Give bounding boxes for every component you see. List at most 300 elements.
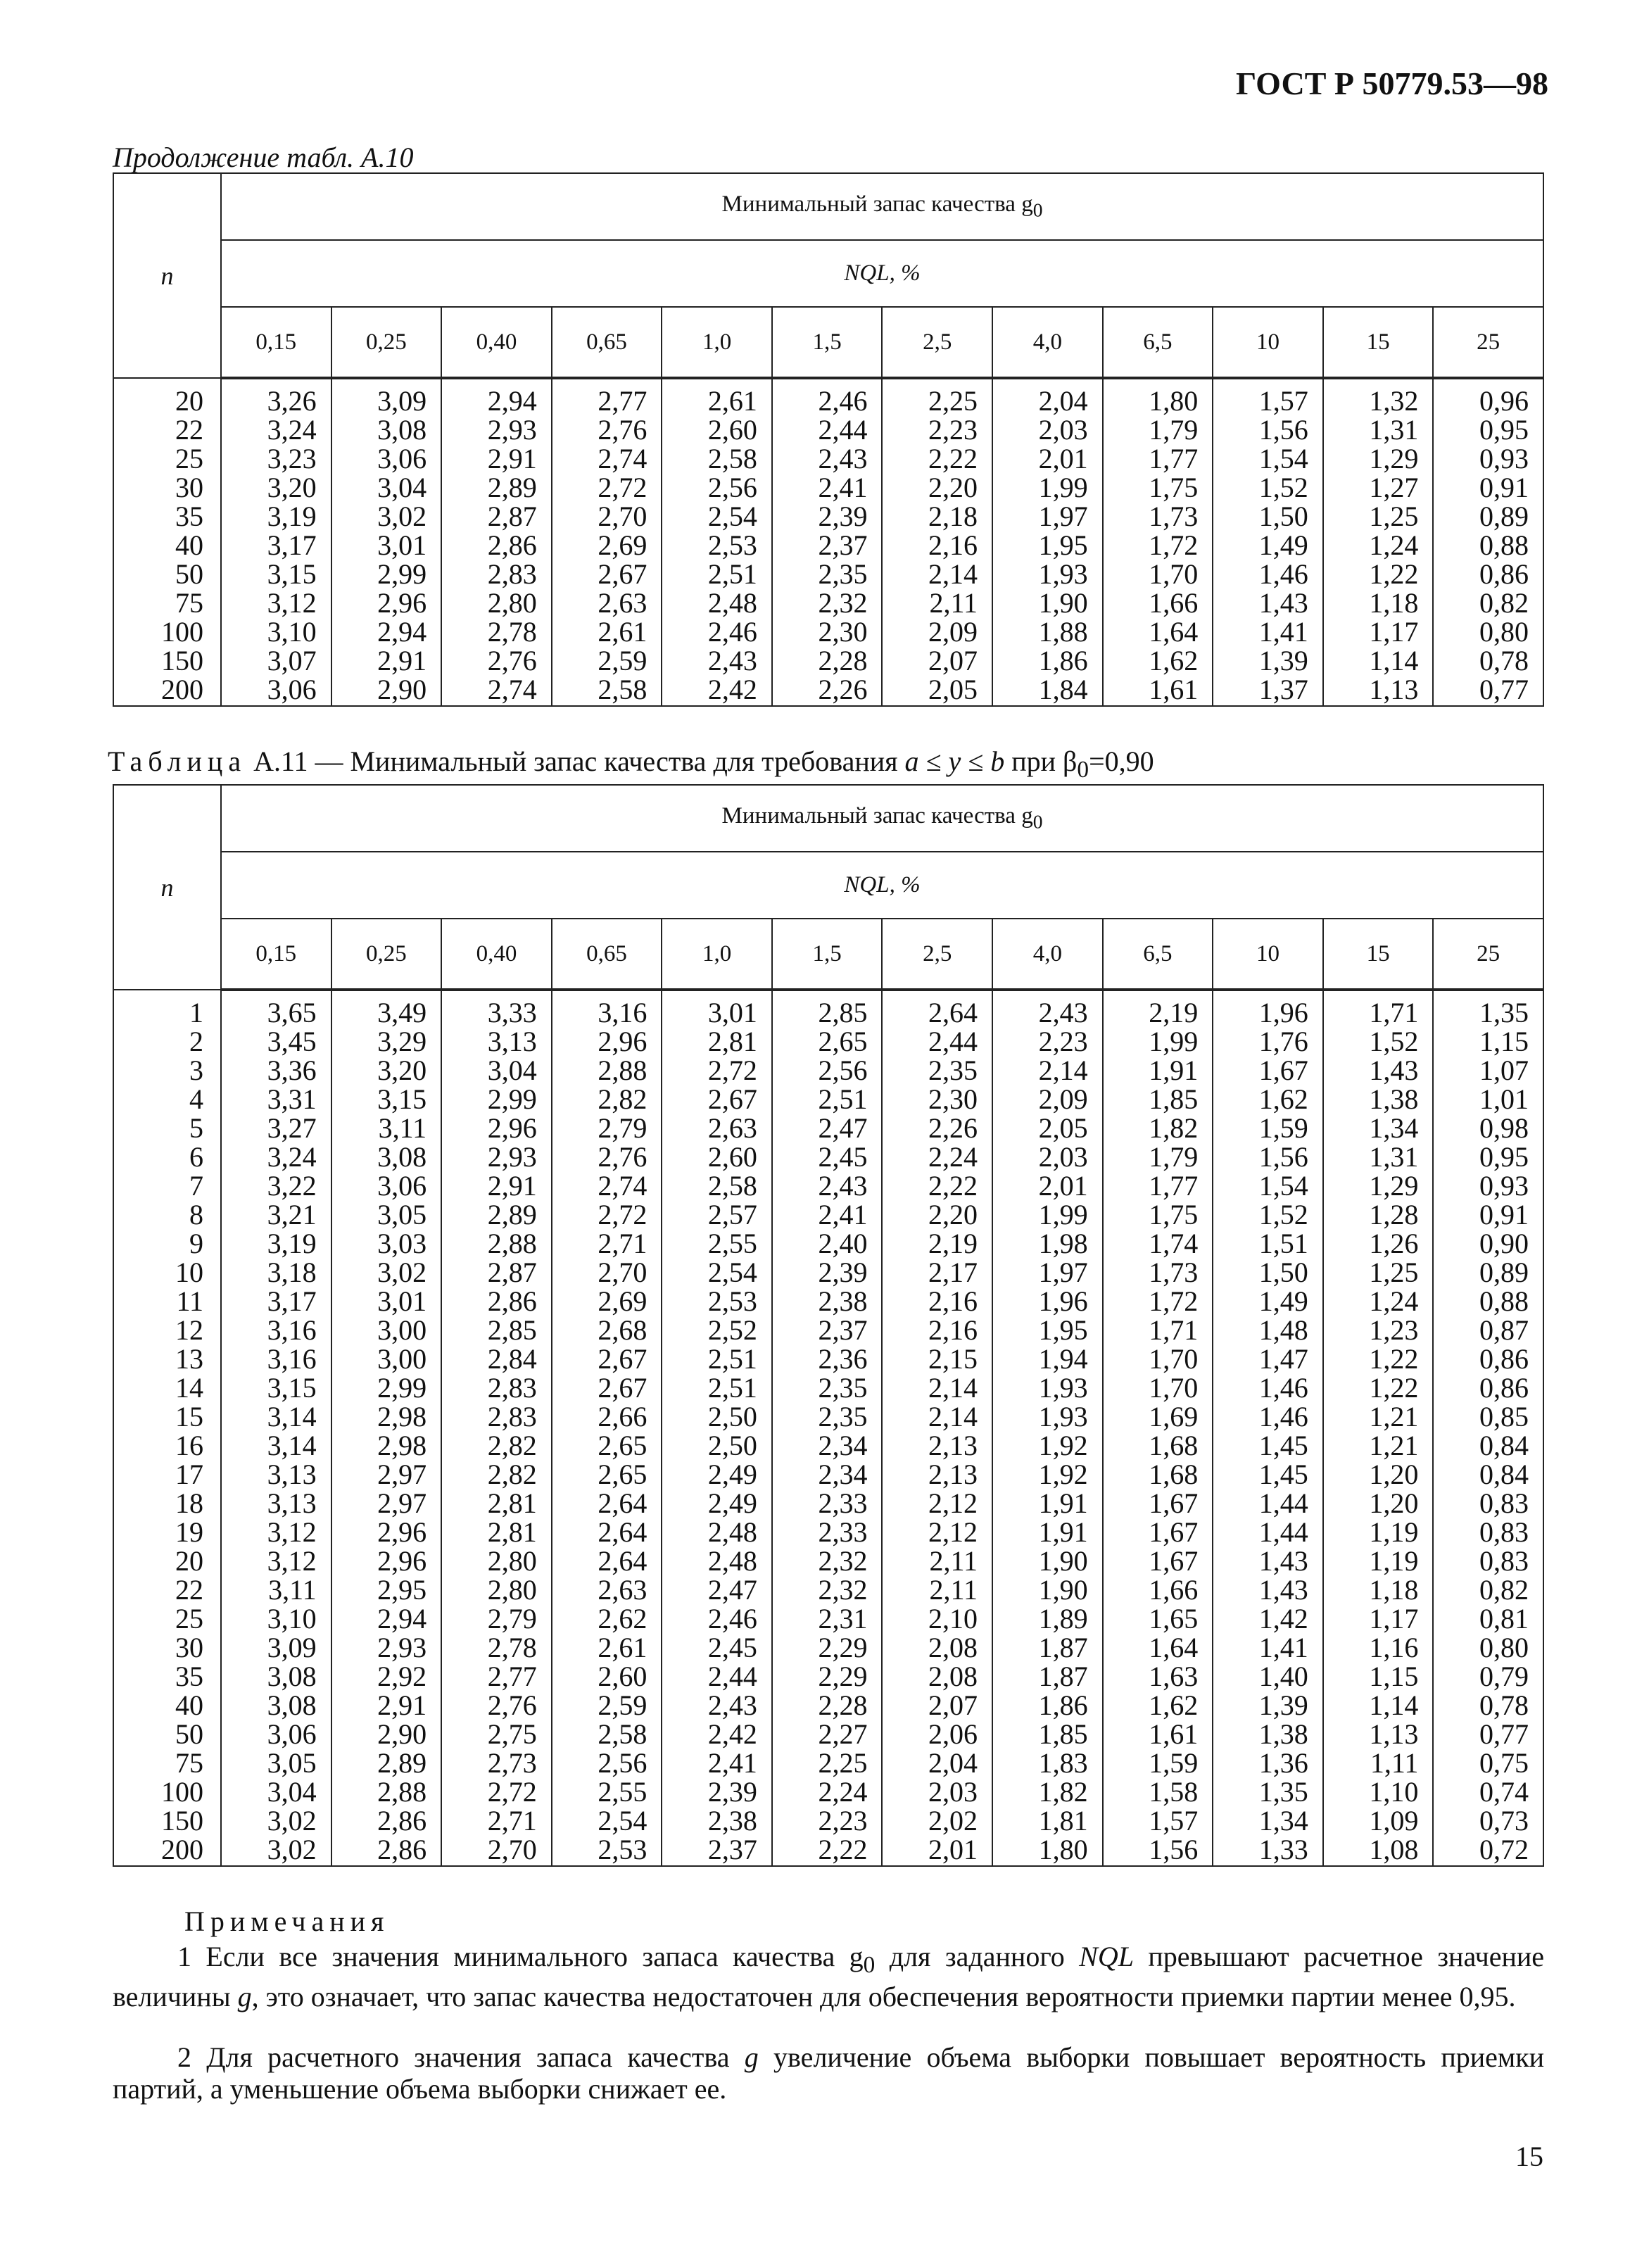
value-cell: 2,31 [772, 1604, 883, 1633]
value-cell: 2,42 [662, 1720, 772, 1749]
value-cell: 2,98 [331, 1431, 442, 1460]
column-header: 0,25 [331, 307, 442, 378]
value-cell: 1,73 [1103, 1258, 1213, 1287]
value-cell: 2,20 [882, 473, 992, 502]
table-row [113, 1316, 1543, 1344]
value-cell: 1,82 [992, 1777, 1103, 1806]
value-cell: 1,59 [1103, 1749, 1213, 1777]
value-cell: 2,63 [662, 1114, 772, 1142]
value-cell: 1,18 [1323, 1575, 1434, 1604]
value-cell: 1,54 [1213, 1171, 1323, 1200]
value-cell: 2,15 [882, 1344, 992, 1373]
value-cell: 2,01 [882, 1835, 992, 1866]
table-row [113, 1431, 1543, 1460]
value-cell: 1,90 [992, 1575, 1103, 1604]
value-cell: 3,31 [221, 1085, 331, 1114]
value-cell: 1,86 [992, 1691, 1103, 1720]
row-n-cell: 35 [113, 1662, 221, 1691]
row-n-cell: 150 [113, 1806, 221, 1835]
value-cell: 3,12 [221, 1518, 331, 1546]
value-cell: 2,65 [552, 1460, 662, 1489]
value-cell: 1,54 [1213, 444, 1323, 473]
value-cell: 3,29 [331, 1027, 442, 1056]
table-row [113, 444, 1543, 473]
value-cell: 1,51 [1213, 1229, 1323, 1258]
value-cell: 1,41 [1213, 617, 1323, 646]
value-cell: 2,16 [882, 1287, 992, 1316]
value-cell: 1,22 [1323, 1344, 1434, 1373]
value-cell: 2,27 [772, 1720, 883, 1749]
value-cell: 2,72 [662, 1056, 772, 1085]
value-cell: 2,44 [772, 415, 883, 444]
value-cell: 3,24 [221, 1142, 331, 1171]
value-cell: 2,74 [552, 1171, 662, 1200]
value-cell: 1,25 [1323, 1258, 1434, 1287]
value-cell: 1,61 [1103, 1720, 1213, 1749]
column-header: 0,40 [441, 307, 552, 378]
value-cell: 2,81 [441, 1489, 552, 1518]
value-cell: 1,70 [1103, 1373, 1213, 1402]
value-cell: 0,82 [1433, 1575, 1543, 1604]
value-cell: 1,52 [1213, 1200, 1323, 1229]
value-cell: 1,85 [1103, 1085, 1213, 1114]
row-n-cell: 22 [113, 415, 221, 444]
value-cell: 1,24 [1323, 531, 1434, 560]
value-cell: 3,01 [662, 990, 772, 1027]
value-cell: 3,13 [221, 1460, 331, 1489]
value-cell: 1,39 [1213, 646, 1323, 675]
value-cell: 2,54 [662, 1258, 772, 1287]
value-cell: 3,10 [221, 617, 331, 646]
value-cell: 2,52 [662, 1316, 772, 1344]
value-cell: 0,83 [1433, 1518, 1543, 1546]
value-cell: 2,91 [331, 1691, 442, 1720]
value-cell: 1,97 [992, 1258, 1103, 1287]
value-cell: 1,95 [992, 1316, 1103, 1344]
value-cell: 0,72 [1433, 1835, 1543, 1866]
column-header: 6,5 [1103, 307, 1213, 378]
value-cell: 2,05 [882, 675, 992, 706]
group-header: Минимальный запас качества $g_0$ [221, 173, 1543, 240]
value-cell: 1,20 [1323, 1460, 1434, 1489]
value-cell: 2,01 [992, 1171, 1103, 1200]
table-row [113, 1229, 1543, 1258]
column-header: 15 [1323, 919, 1434, 990]
value-cell: 2,51 [662, 1344, 772, 1373]
value-cell: 2,97 [331, 1489, 442, 1518]
table-row [113, 1085, 1543, 1114]
value-cell: 3,13 [441, 1027, 552, 1056]
value-cell: 3,09 [221, 1633, 331, 1662]
value-cell: 2,43 [772, 1171, 883, 1200]
value-cell: 2,14 [882, 560, 992, 588]
value-cell: 0,73 [1433, 1806, 1543, 1835]
value-cell: 2,98 [331, 1402, 442, 1431]
value-cell: 2,12 [882, 1489, 992, 1518]
table-row [113, 1604, 1543, 1633]
row-n-cell: 19 [113, 1518, 221, 1546]
row-n-cell: 40 [113, 1691, 221, 1720]
value-cell: 1,50 [1213, 502, 1323, 531]
value-cell: 1,21 [1323, 1402, 1434, 1431]
value-cell: 2,55 [662, 1229, 772, 1258]
value-cell: 2,62 [552, 1604, 662, 1633]
value-cell: 0,75 [1433, 1749, 1543, 1777]
value-cell: 1,18 [1323, 588, 1434, 617]
value-cell: 2,11 [882, 588, 992, 617]
table-row [113, 560, 1543, 588]
table-row [113, 1027, 1543, 1056]
value-cell: 2,90 [331, 1720, 442, 1749]
value-cell: 2,71 [552, 1229, 662, 1258]
value-cell: 2,91 [441, 1171, 552, 1200]
value-cell: 1,86 [992, 646, 1103, 675]
value-cell: 2,41 [772, 473, 883, 502]
row-n-cell: 75 [113, 1749, 221, 1777]
value-cell: 3,01 [331, 531, 442, 560]
value-cell: 3,17 [221, 531, 331, 560]
value-cell: 2,28 [772, 646, 883, 675]
value-cell: 1,70 [1103, 1344, 1213, 1373]
value-cell: 1,70 [1103, 560, 1213, 588]
value-cell: 2,25 [772, 1749, 883, 1777]
value-cell: 1,56 [1103, 1835, 1213, 1866]
value-cell: 2,37 [662, 1835, 772, 1866]
value-cell: 2,88 [552, 1056, 662, 1085]
table-a11-body [113, 990, 1543, 1866]
value-cell: 0,83 [1433, 1489, 1543, 1518]
value-cell: 2,51 [772, 1085, 883, 1114]
value-cell: 1,37 [1213, 675, 1323, 706]
value-cell: 2,88 [441, 1229, 552, 1258]
value-cell: 2,65 [772, 1027, 883, 1056]
value-cell: 2,86 [441, 1287, 552, 1316]
row-n-cell: 100 [113, 617, 221, 646]
value-cell: 2,35 [882, 1056, 992, 1085]
value-cell: 1,52 [1323, 1027, 1434, 1056]
table-row [113, 473, 1543, 502]
value-cell: 2,64 [552, 1518, 662, 1546]
value-cell: 3,06 [331, 1171, 442, 1200]
value-cell: 3,04 [221, 1777, 331, 1806]
value-cell: 1,62 [1103, 1691, 1213, 1720]
value-cell: 0,93 [1433, 444, 1543, 473]
value-cell: 2,49 [662, 1460, 772, 1489]
value-cell: 3,20 [221, 473, 331, 502]
value-cell: 0,85 [1433, 1402, 1543, 1431]
value-cell: 2,22 [772, 1835, 883, 1866]
row-n-cell: 16 [113, 1431, 221, 1460]
value-cell: 2,70 [441, 1835, 552, 1866]
value-cell: 2,14 [882, 1373, 992, 1402]
value-cell: 2,53 [552, 1835, 662, 1866]
value-cell: 1,91 [1103, 1056, 1213, 1085]
value-cell: 1,61 [1103, 675, 1213, 706]
value-cell: 2,97 [331, 1460, 442, 1489]
value-cell: 2,95 [331, 1575, 442, 1604]
value-cell: 0,78 [1433, 1691, 1543, 1720]
value-cell: 2,51 [662, 1373, 772, 1402]
table-a10-body [113, 378, 1543, 706]
value-cell: 2,89 [331, 1749, 442, 1777]
table-row [113, 1171, 1543, 1200]
value-cell: 2,72 [552, 473, 662, 502]
row-n-cell: 6 [113, 1142, 221, 1171]
value-cell: 3,10 [221, 1604, 331, 1633]
value-cell: 2,74 [441, 675, 552, 706]
value-cell: 2,59 [552, 646, 662, 675]
value-cell: 2,58 [552, 675, 662, 706]
value-cell: 3,00 [331, 1344, 442, 1373]
value-cell: 3,36 [221, 1056, 331, 1085]
value-cell: 2,44 [662, 1662, 772, 1691]
value-cell: 1,72 [1103, 531, 1213, 560]
table-row [113, 1749, 1543, 1777]
value-cell: 3,12 [221, 1546, 331, 1575]
table-row [113, 1518, 1543, 1546]
value-cell: 2,17 [882, 1258, 992, 1287]
value-cell: 1,87 [992, 1662, 1103, 1691]
value-cell: 3,07 [221, 646, 331, 675]
value-cell: 1,66 [1103, 1575, 1213, 1604]
value-cell: 1,11 [1323, 1749, 1434, 1777]
value-cell: 2,19 [882, 1229, 992, 1258]
value-cell: 1,28 [1323, 1200, 1434, 1229]
value-cell: 3,16 [221, 1344, 331, 1373]
value-cell: 2,80 [441, 588, 552, 617]
value-cell: 2,69 [552, 1287, 662, 1316]
value-cell: 2,89 [441, 1200, 552, 1229]
value-cell: 0,98 [1433, 1114, 1543, 1142]
value-cell: 2,67 [552, 1344, 662, 1373]
value-cell: 3,05 [221, 1749, 331, 1777]
value-cell: 1,17 [1323, 1604, 1434, 1633]
value-cell: 1,67 [1103, 1518, 1213, 1546]
value-cell: 2,56 [662, 473, 772, 502]
value-cell: 2,16 [882, 1316, 992, 1344]
value-cell: 2,20 [882, 1200, 992, 1229]
value-cell: 1,46 [1213, 1373, 1323, 1402]
value-cell: 2,03 [992, 1142, 1103, 1171]
value-cell: 0,88 [1433, 531, 1543, 560]
value-cell: 3,09 [331, 378, 442, 415]
value-cell: 1,49 [1213, 1287, 1323, 1316]
value-cell: 3,15 [221, 560, 331, 588]
value-cell: 1,35 [1213, 1777, 1323, 1806]
value-cell: 2,32 [772, 1575, 883, 1604]
value-cell: 2,10 [882, 1604, 992, 1633]
value-cell: 1,17 [1323, 617, 1434, 646]
value-cell: 2,43 [772, 444, 883, 473]
value-cell: 1,84 [992, 675, 1103, 706]
value-cell: 3,22 [221, 1171, 331, 1200]
row-n-cell: 13 [113, 1344, 221, 1373]
value-cell: 2,67 [662, 1085, 772, 1114]
value-cell: 2,61 [552, 617, 662, 646]
value-cell: 1,87 [992, 1633, 1103, 1662]
value-cell: 2,56 [772, 1056, 883, 1085]
value-cell: 2,79 [441, 1604, 552, 1633]
value-cell: 1,92 [992, 1431, 1103, 1460]
value-cell: 1,85 [992, 1720, 1103, 1749]
value-cell: 1,62 [1213, 1085, 1323, 1114]
value-cell: 2,68 [552, 1316, 662, 1344]
value-cell: 2,64 [552, 1489, 662, 1518]
value-cell: 0,86 [1433, 1373, 1543, 1402]
value-cell: 2,45 [772, 1142, 883, 1171]
table-row [113, 1200, 1543, 1229]
value-cell: 1,39 [1213, 1691, 1323, 1720]
value-cell: 2,29 [772, 1633, 883, 1662]
table-row [113, 675, 1543, 706]
value-cell: 1,95 [992, 531, 1103, 560]
value-cell: 0,91 [1433, 473, 1543, 502]
value-cell: 2,38 [772, 1287, 883, 1316]
value-cell: 1,44 [1213, 1489, 1323, 1518]
value-cell: 2,47 [772, 1114, 883, 1142]
value-cell: 1,68 [1103, 1431, 1213, 1460]
value-cell: 1,22 [1323, 560, 1434, 588]
table-row [113, 1287, 1543, 1316]
value-cell: 2,63 [552, 1575, 662, 1604]
value-cell: 3,08 [221, 1662, 331, 1691]
value-cell: 1,25 [1323, 502, 1434, 531]
value-cell: 2,08 [882, 1633, 992, 1662]
value-cell: 2,72 [552, 1200, 662, 1229]
document-id: ГОСТ Р 50779.53—98 [1236, 65, 1548, 101]
value-cell: 1,99 [992, 1200, 1103, 1229]
column-header: 1,5 [772, 307, 883, 378]
value-cell: 2,11 [882, 1546, 992, 1575]
row-n-cell: 25 [113, 444, 221, 473]
value-cell: 1,49 [1213, 531, 1323, 560]
table-row [113, 1114, 1543, 1142]
value-cell: 1,19 [1323, 1546, 1434, 1575]
value-cell: 2,81 [662, 1027, 772, 1056]
value-cell: 3,03 [331, 1229, 442, 1258]
value-cell: 2,96 [552, 1027, 662, 1056]
value-cell: 2,37 [772, 531, 883, 560]
column-header: 25 [1433, 307, 1543, 378]
value-cell: 2,66 [552, 1402, 662, 1431]
value-cell: 3,16 [552, 990, 662, 1027]
value-cell: 2,87 [441, 502, 552, 531]
row-n-cell: 200 [113, 675, 221, 706]
value-cell: 2,83 [441, 560, 552, 588]
value-cell: 2,32 [772, 588, 883, 617]
value-cell: 1,59 [1213, 1114, 1323, 1142]
value-cell: 1,93 [992, 1373, 1103, 1402]
value-cell: 2,36 [772, 1344, 883, 1373]
table-row [113, 1691, 1543, 1720]
value-cell: 2,65 [552, 1431, 662, 1460]
row-n-cell: 1 [113, 990, 221, 1027]
row-n-cell: 2 [113, 1027, 221, 1056]
table-row [113, 1806, 1543, 1835]
value-cell: 1,50 [1213, 1258, 1323, 1287]
value-cell: 2,12 [882, 1518, 992, 1546]
value-cell: 2,57 [662, 1200, 772, 1229]
value-cell: 2,91 [441, 444, 552, 473]
value-cell: 2,80 [441, 1546, 552, 1575]
column-header: 4,0 [992, 919, 1103, 990]
table-row [113, 588, 1543, 617]
value-cell: 2,26 [882, 1114, 992, 1142]
value-cell: 1,96 [1213, 990, 1323, 1027]
value-cell: 2,93 [441, 415, 552, 444]
value-cell: 3,26 [221, 378, 331, 415]
value-cell: 2,96 [331, 588, 442, 617]
value-cell: 1,57 [1103, 1806, 1213, 1835]
value-cell: 1,75 [1103, 1200, 1213, 1229]
row-n-cell: 3 [113, 1056, 221, 1085]
value-cell: 1,57 [1213, 378, 1323, 415]
value-cell: 1,31 [1323, 1142, 1434, 1171]
value-cell: 3,14 [221, 1431, 331, 1460]
value-cell: 2,18 [882, 502, 992, 531]
value-cell: 0,95 [1433, 1142, 1543, 1171]
row-n-cell: 18 [113, 1489, 221, 1518]
value-cell: 2,56 [552, 1749, 662, 1777]
value-cell: 2,91 [331, 646, 442, 675]
value-cell: 0,90 [1433, 1229, 1543, 1258]
table-row [113, 502, 1543, 531]
value-cell: 1,40 [1213, 1662, 1323, 1691]
value-cell: 2,79 [552, 1114, 662, 1142]
value-cell: 0,77 [1433, 675, 1543, 706]
value-cell: 2,01 [992, 444, 1103, 473]
value-cell: 2,71 [441, 1806, 552, 1835]
value-cell: 0,84 [1433, 1460, 1543, 1489]
value-cell: 1,46 [1213, 560, 1323, 588]
row-n-cell: 8 [113, 1200, 221, 1229]
value-cell: 2,39 [772, 1258, 883, 1287]
value-cell: 2,46 [662, 1604, 772, 1633]
table-row [113, 1662, 1543, 1691]
notes-title: Примечания [184, 1905, 390, 1937]
value-cell: 0,74 [1433, 1777, 1543, 1806]
value-cell: 0,89 [1433, 502, 1543, 531]
value-cell: 3,06 [221, 675, 331, 706]
value-cell: 1,07 [1433, 1056, 1543, 1085]
value-cell: 2,60 [552, 1662, 662, 1691]
n-column-header: n [113, 173, 221, 378]
table-a10-continuation [113, 172, 1544, 707]
value-cell: 2,29 [772, 1662, 883, 1691]
value-cell: 2,77 [441, 1662, 552, 1691]
page-number: 15 [1515, 2141, 1543, 2172]
table-row [113, 617, 1543, 646]
row-n-cell: 50 [113, 1720, 221, 1749]
value-cell: 2,58 [662, 1171, 772, 1200]
value-cell: 3,12 [221, 588, 331, 617]
value-cell: 2,06 [882, 1720, 992, 1749]
value-cell: 0,86 [1433, 560, 1543, 588]
value-cell: 1,74 [1103, 1229, 1213, 1258]
value-cell: 1,64 [1103, 1633, 1213, 1662]
table-a11-caption: Таблица A.11 — Минимальный запас качества для требования a ≤ y ≤ b при $\beta_0=0,90$ [108, 745, 1154, 783]
row-n-cell: 12 [113, 1316, 221, 1344]
value-cell: 2,54 [552, 1806, 662, 1835]
value-cell: 1,10 [1323, 1777, 1434, 1806]
value-cell: 2,83 [441, 1402, 552, 1431]
column-header: 0,65 [552, 307, 662, 378]
value-cell: 2,80 [441, 1575, 552, 1604]
nql-header: NQL, % [221, 852, 1543, 919]
value-cell: 1,38 [1213, 1720, 1323, 1749]
value-cell: 0,82 [1433, 588, 1543, 617]
value-cell: 2,85 [772, 990, 883, 1027]
